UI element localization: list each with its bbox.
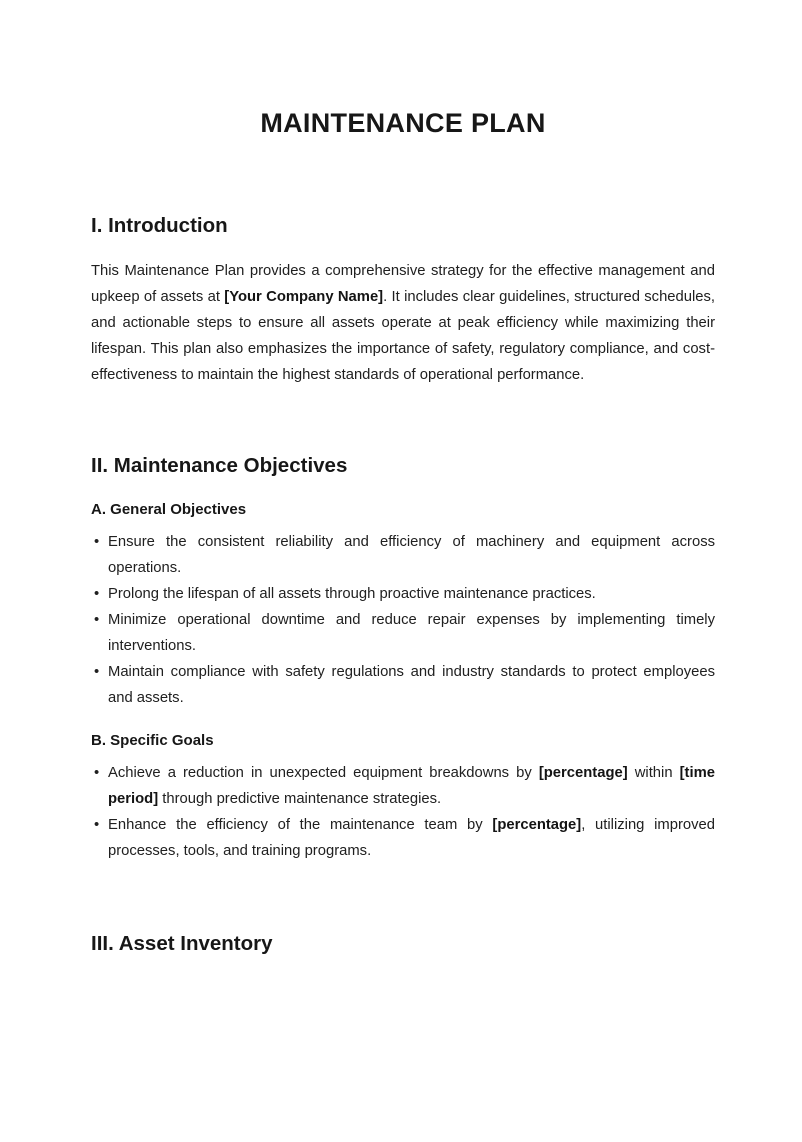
text-segment: , utilizing improved processes, tools, and training programs. [108,817,715,859]
list-item [91,760,715,812]
text-segment: Achieve a reduction in unexpected equipment breakdowns by [108,765,539,781]
document-title: MAINTENANCE PLAN [260,108,546,138]
subheading-general-objectives: A. General Objectives [91,501,247,518]
section-heading-asset-inventory: III. Asset Inventory [91,932,273,955]
section-heading-maintenance-objectives: II. Maintenance Objectives [91,454,348,477]
placeholder-percentage: [percentage] [492,817,582,833]
list-item: • Minimize operational downtime and reduce repair expenses by implementing timely interventions. [91,607,715,659]
list-item: • Prolong the lifespan of all assets through proactive maintenance practices. [91,581,715,607]
list-item [91,812,715,864]
list-item: • Maintain compliance with safety regulations and industry standards to protect employees and assets. [91,659,715,711]
placeholder-percentage: [percentage] [538,765,628,781]
text-segment: This Maintenance Plan provides a comprehensive strategy for the effective management and upkeep of assets at [91,263,715,305]
text-segment: Enhance the efficiency of the maintenance team by [108,817,493,833]
text-segment: within [627,765,680,781]
specific-goals-list [91,760,715,864]
section-heading-introduction: I. Introduction [91,214,228,237]
subheading-specific-goals: B. Specific Goals [91,732,214,749]
text-segment: . It includes clear guidelines, structured schedules, and actionable steps to ensure all assets operate at peak efficiency while maximizing their lifespan. This plan also emphasizes the importance of safety, regulatory compliance, and cost-effectiveness to maintain the highest standards of operational performance. [91,289,716,383]
general-objectives-list [91,529,715,711]
list-item: • Ensure the consistent reliability and efficiency of machinery and equipment across operations. [91,529,715,581]
placeholder-company-name: [Your Company Name] [224,289,384,305]
placeholder-time-period: [time period] [108,765,715,807]
text-segment: through predictive maintenance strategies. [158,791,442,807]
introduction-paragraph [91,258,715,388]
